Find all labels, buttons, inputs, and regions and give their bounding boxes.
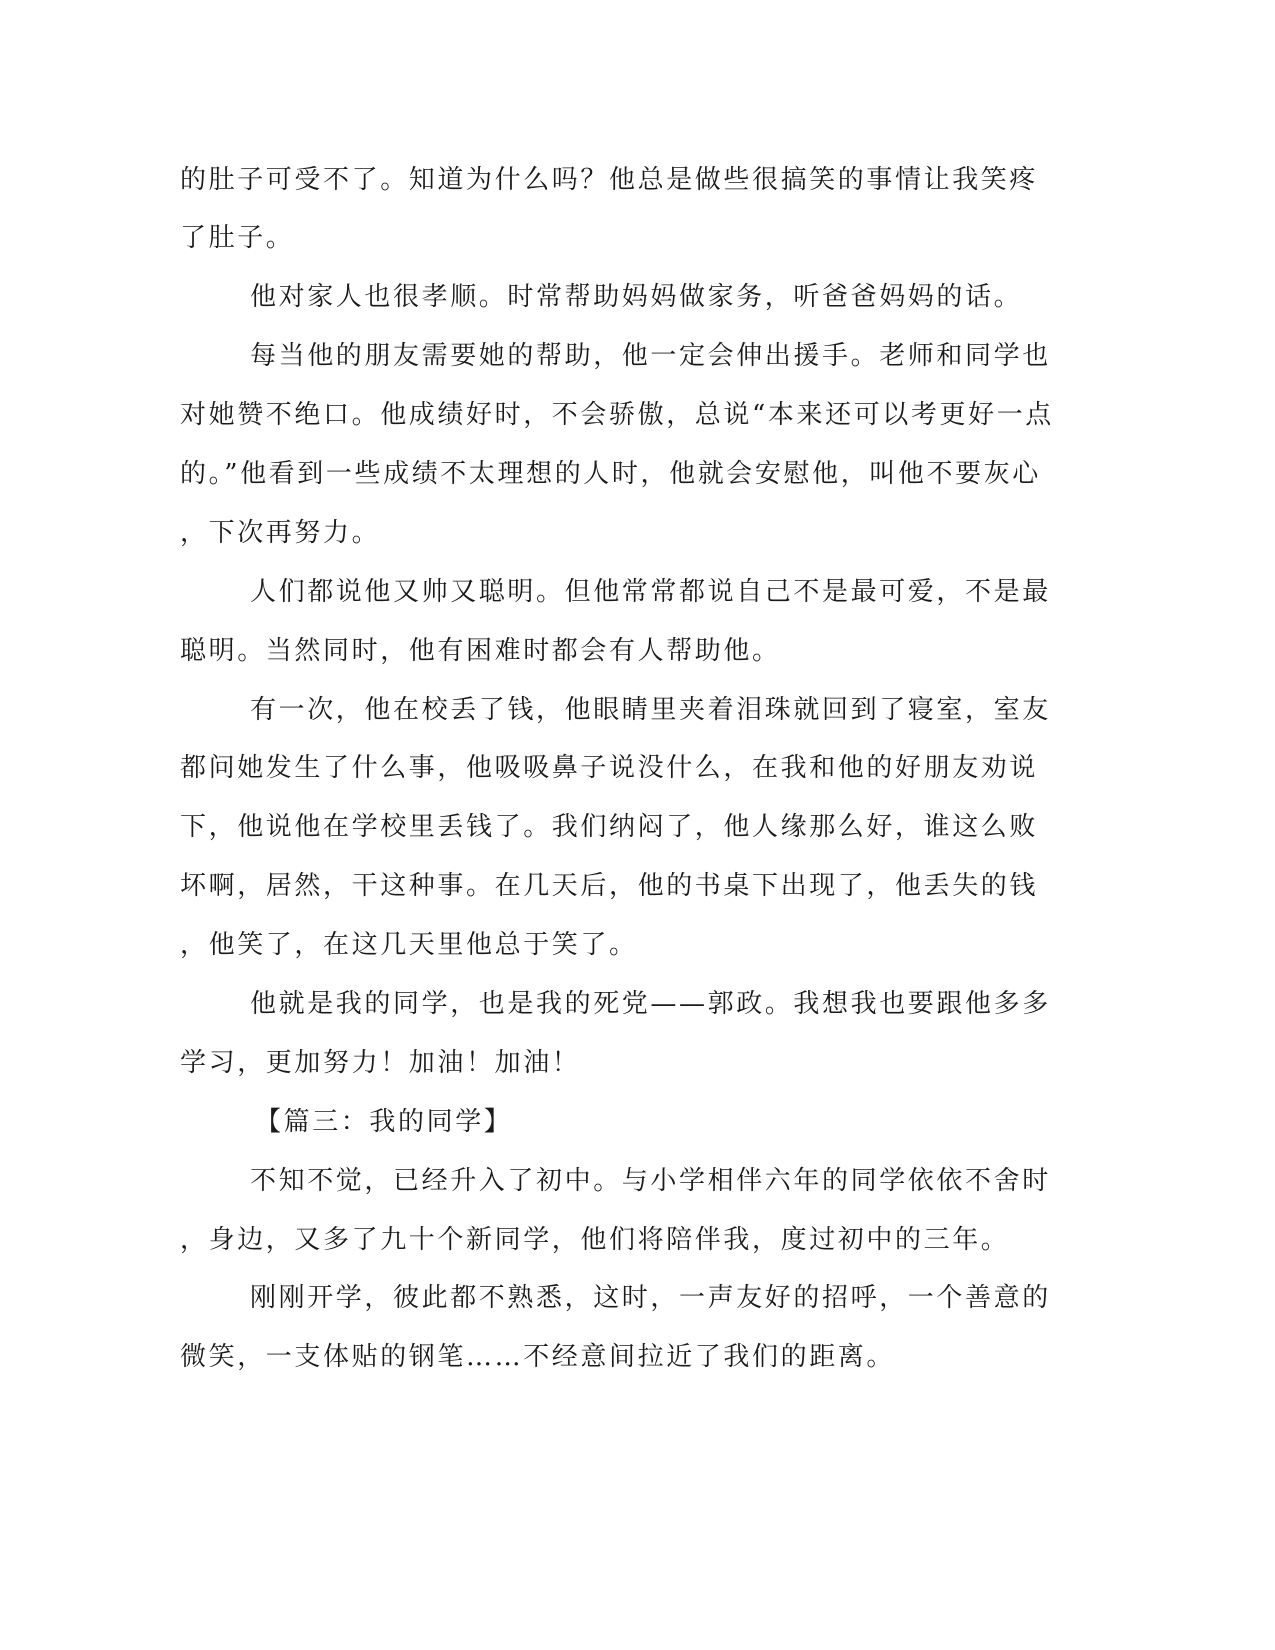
- text-line: 每当他的朋友需要她的帮助，他一定会伸出援手。老师和同学也: [250, 341, 1051, 371]
- text-line: 微笑，一支体贴的钢笔……不经意间拉近了我们的距离。: [180, 1342, 896, 1372]
- text-line: 都问她发生了什么事，他吸吸鼻子说没什么，在我和他的好朋友劝说: [180, 753, 1039, 783]
- text-line: ，他笑了，在这几天里他总于笑了。: [180, 930, 638, 960]
- text-line: 坏啊，居然，干这种事。在几天后，他的书桌下出现了，他丢失的钱: [180, 871, 1039, 901]
- text-line: 的肚子可受不了。知道为什么吗？他总是做些很搞笑的事情让我笑疼: [180, 165, 1039, 195]
- text-line: 他就是我的同学，也是我的死党——郭政。我想我也要跟他多多: [250, 989, 1051, 1019]
- text-line: 的。”他看到一些成绩不太理想的人时，他就会安慰他，叫他不要灰心: [180, 459, 1041, 489]
- text-line: 学习，更加努力！加油！加油！: [180, 1048, 581, 1078]
- text-line: 下，他说他在学校里丢钱了。我们纳闷了，他人缘那么好，谁这么败: [180, 812, 1039, 842]
- text-line: 聪明。当然同时，他有困难时都会有人帮助他。: [180, 636, 781, 666]
- text-line: 对她赞不绝口。他成绩好时，不会骄傲，总说“本来还可以考更好一点: [180, 400, 1054, 430]
- text-line: ，身边，又多了九十个新同学，他们将陪伴我，度过初中的三年。: [180, 1225, 1010, 1255]
- text-line: 人们都说他又帅又聪明。但他常常都说自己不是最可爱，不是最: [250, 577, 1051, 607]
- text-line: 不知不觉，已经升入了初中。与小学相伴六年的同学依依不舍时: [250, 1166, 1051, 1196]
- text-line: 他对家人也很孝顺。时常帮助妈妈做家务，听爸爸妈妈的话。: [250, 282, 1023, 312]
- text-line: 有一次，他在校丢了钱，他眼睛里夹着泪珠就回到了寝室，室友: [250, 695, 1051, 725]
- text-line: 了肚子。: [180, 223, 295, 253]
- section-heading: 【篇三：我的同学】: [255, 1107, 513, 1137]
- text-line: 刚刚开学，彼此都不熟悉，这时，一声友好的招呼，一个善意的: [250, 1283, 1051, 1313]
- text-line: ，下次再努力。: [180, 518, 381, 548]
